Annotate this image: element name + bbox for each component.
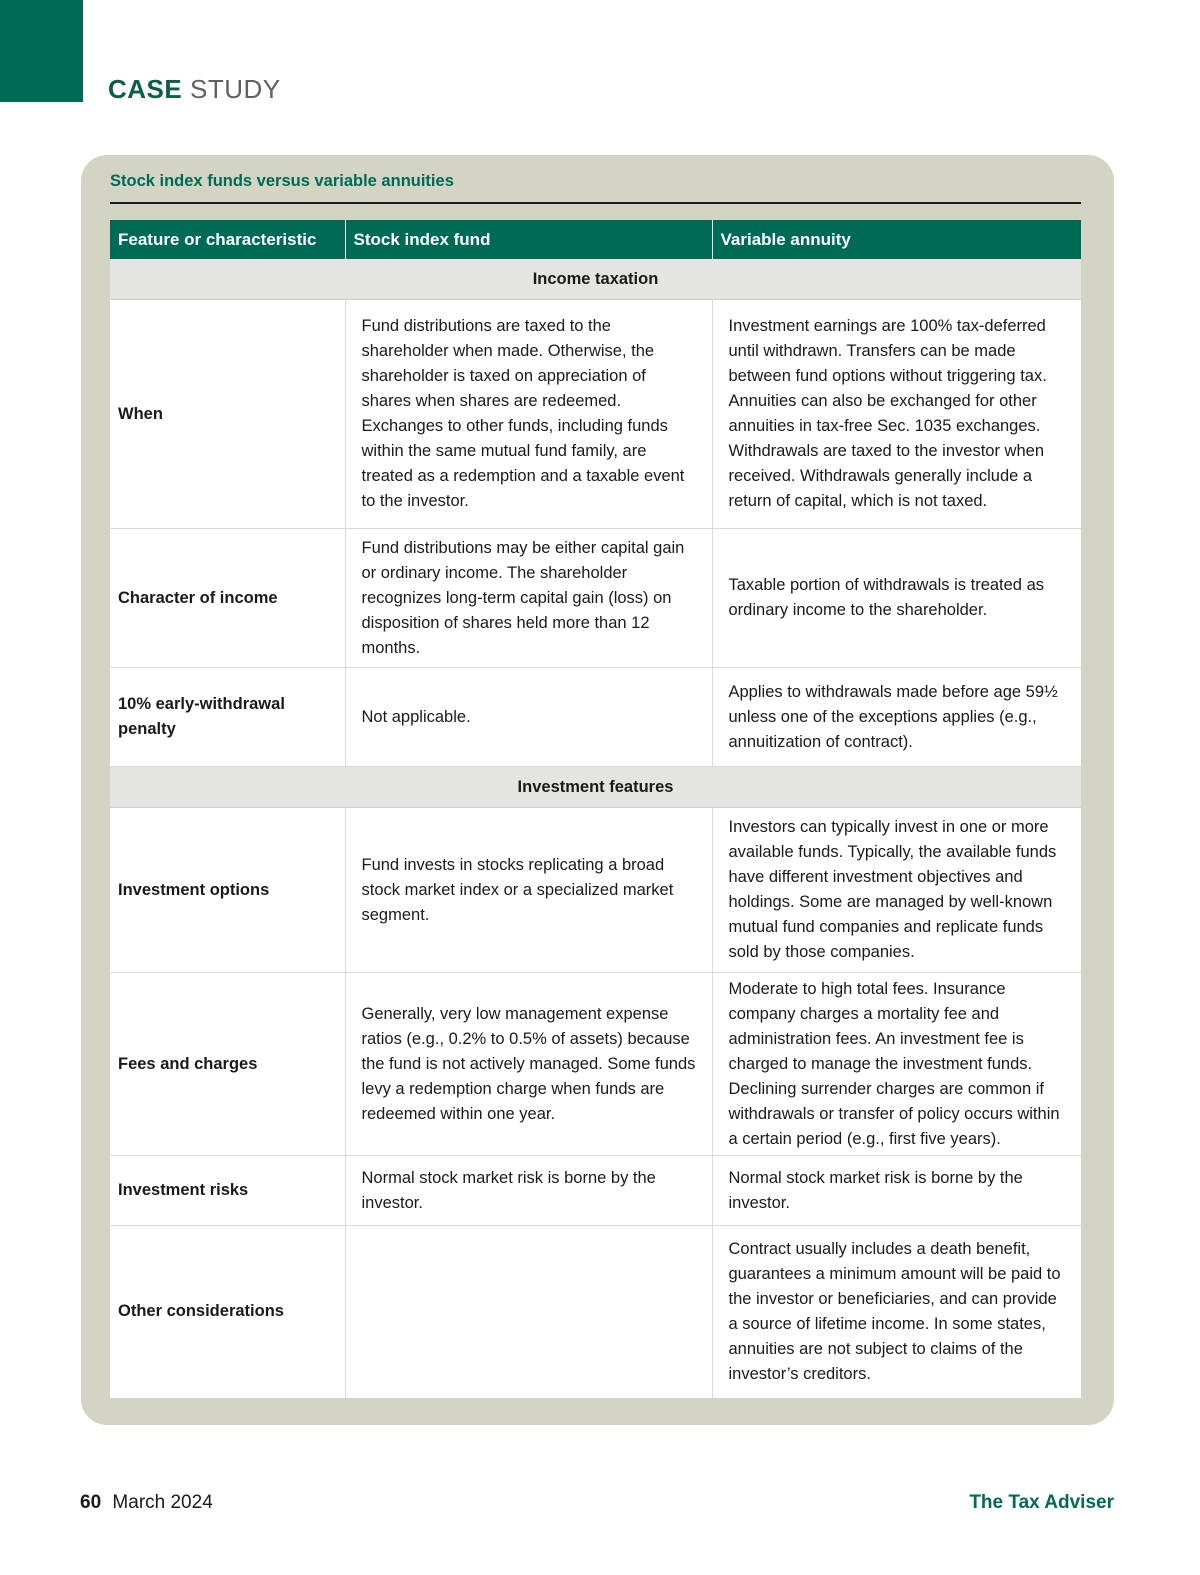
feature-cell: 10% early-withdrawal penalty xyxy=(110,668,345,767)
index-fund-cell: Fund distributions are taxed to the shareholder when made. Otherwise, the shareholder is taxed on appreciation of shares when shares are redeemed. Exchanges to other funds, including funds within the same mutual fund family, are treated as a redemption and a taxable event to the investor. xyxy=(345,300,712,529)
publication-name: The Tax Adviser xyxy=(969,1492,1114,1513)
index-fund-cell: Generally, very low management expense ratios (e.g., 0.2% to 0.5% of assets) because the fund is not actively managed. Some funds levy a redemption charge when funds are redeemed within one year. xyxy=(345,973,712,1156)
group-heading: Investment features xyxy=(110,767,1081,808)
annuity-cell: Normal stock market risk is borne by the investor. xyxy=(712,1156,1081,1226)
table-row xyxy=(110,973,1081,1156)
feature-cell: Investment options xyxy=(110,808,345,973)
annuity-cell: Investors can typically invest in one or more available funds. Typically, the available funds have different investment objectives and holdings. Some are managed by well-known mutual fund companies and replicate funds sold by those companies. xyxy=(712,808,1081,973)
corner-accent-block xyxy=(0,0,83,102)
feature-cell: Fees and charges xyxy=(110,973,345,1156)
group-heading: Income taxation xyxy=(110,259,1081,300)
feature-cell: Investment risks xyxy=(110,1156,345,1226)
issue-date: March 2024 xyxy=(112,1492,213,1513)
table-title: Stock index funds versus variable annuities xyxy=(110,172,1081,204)
group-heading-row xyxy=(110,259,1081,300)
index-fund-cell: Fund distributions may be either capital gain or ordinary income. The shareholder recognizes long-term capital gain (loss) on disposition of shares held more than 12 months. xyxy=(345,529,712,668)
index-fund-cell: Not applicable. xyxy=(345,668,712,767)
table-row xyxy=(110,668,1081,767)
feature-cell: When xyxy=(110,300,345,529)
table-header-row xyxy=(110,220,1081,259)
page-footer-left xyxy=(80,1492,213,1514)
column-header-feature: Feature or characteristic xyxy=(110,220,345,259)
page-number: 60 xyxy=(80,1492,102,1513)
annuity-cell: Taxable portion of withdrawals is treated as ordinary income to the shareholder. xyxy=(712,529,1081,668)
index-fund-cell: Normal stock market risk is borne by the investor. xyxy=(345,1156,712,1226)
table-row xyxy=(110,1226,1081,1398)
group-heading-row xyxy=(110,767,1081,808)
table-row xyxy=(110,529,1081,668)
feature-cell: Character of income xyxy=(110,529,345,668)
annuity-cell: Applies to withdrawals made before age 59½ unless one of the exceptions applies (e.g., annuitization of contract). xyxy=(712,668,1081,767)
table-row xyxy=(110,300,1081,529)
comparison-table xyxy=(110,220,1081,1398)
annuity-cell: Moderate to high total fees. Insurance company charges a mortality fee and administration fees. An investment fee is charged to manage the investment funds. Declining surrender charges are common if withdrawals or transfer of policy occurs within a certain period (e.g., first five years). xyxy=(712,973,1081,1156)
annuity-cell: Investment earnings are 100% tax-deferred until withdrawn. Transfers can be made between fund options without triggering tax. Annuities can also be exchanged for other annuities in tax-free Sec. 1035 exchanges. Withdrawals are taxed to the investor when received. Withdrawals generally include a return of capital, which is not taxed. xyxy=(712,300,1081,529)
table-row xyxy=(110,1156,1081,1226)
section-label-bold: CASE xyxy=(108,74,183,104)
index-fund-cell xyxy=(345,1226,712,1398)
annuity-cell: Contract usually includes a death benefit, guarantees a minimum amount will be paid to the investor or beneficiaries, and can provide a source of lifetime income. In some states, annuities are not subject to claims of the investor’s creditors. xyxy=(728,1239,1061,1383)
feature-cell: Other considerations xyxy=(110,1226,345,1398)
section-label-light: STUDY xyxy=(189,74,281,104)
column-header-index-fund: Stock index fund xyxy=(345,220,712,259)
column-header-annuity: Variable annuity xyxy=(712,220,1081,259)
table-row xyxy=(110,808,1081,973)
section-label xyxy=(108,74,281,105)
index-fund-cell: Fund invests in stocks replicating a broad stock market index or a specialized market segment. xyxy=(345,808,712,973)
